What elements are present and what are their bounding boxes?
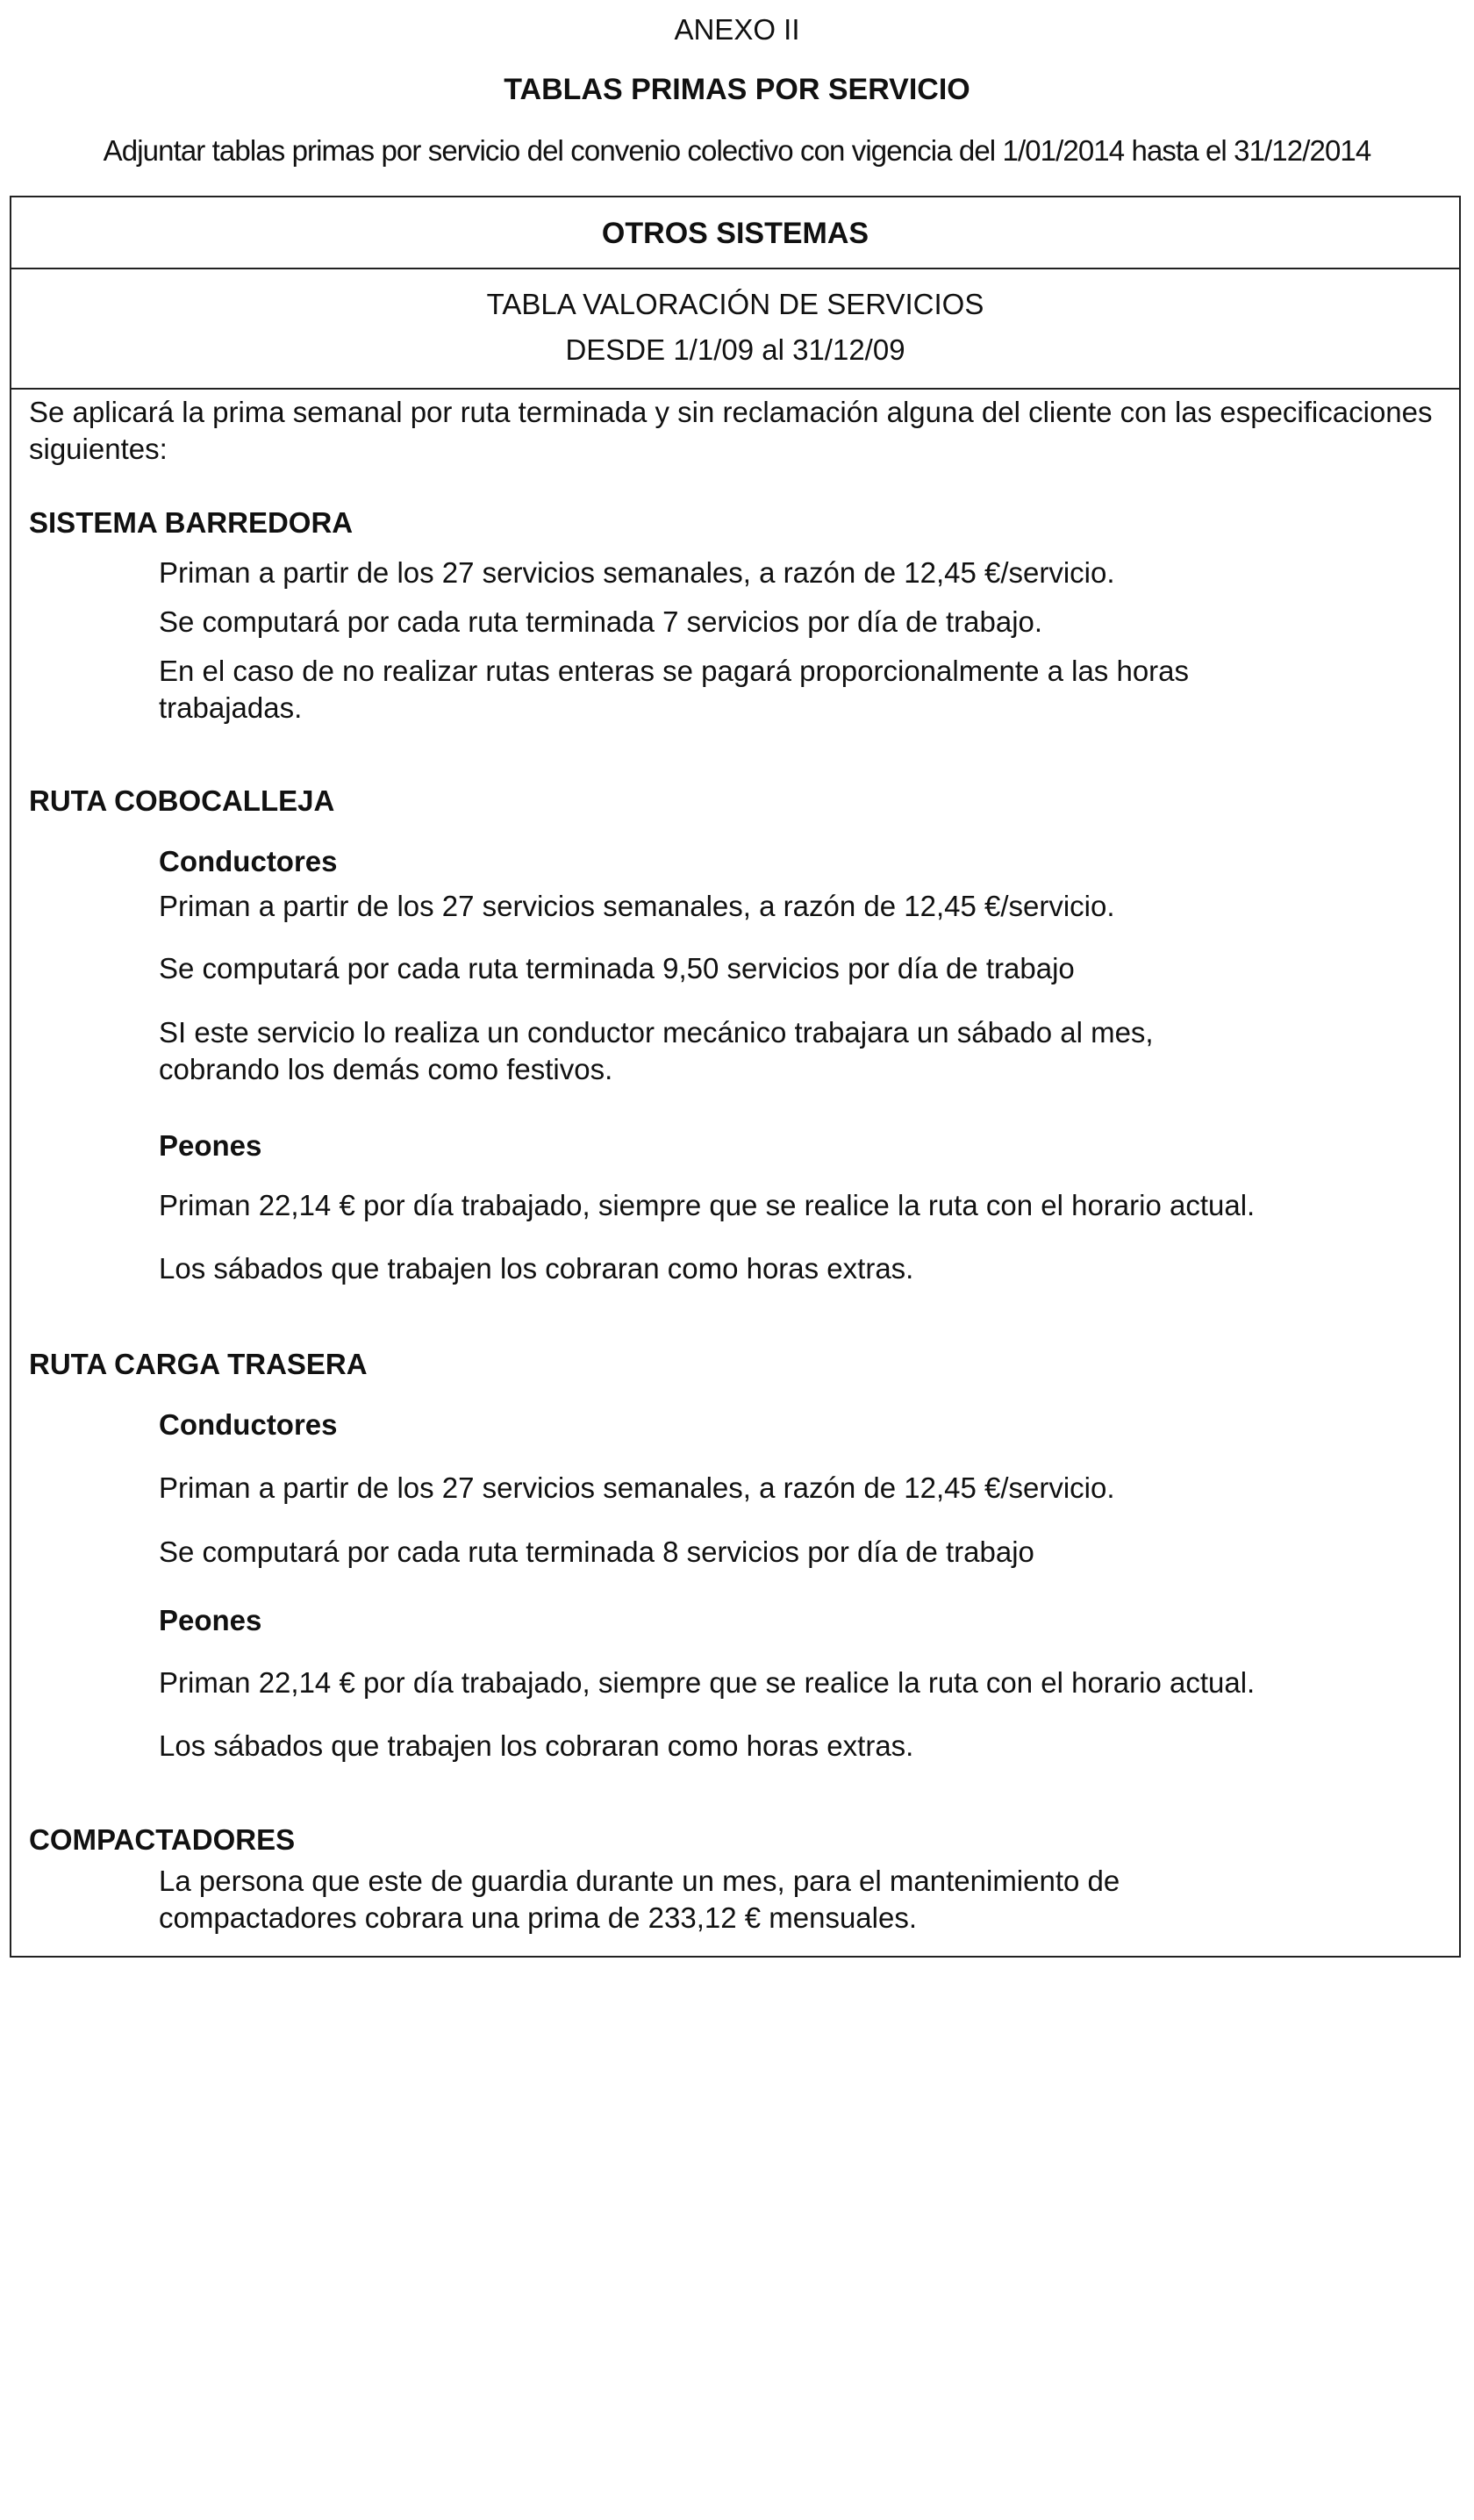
carga-trasera-peones-label: Peones <box>159 1604 262 1636</box>
table-title: TABLA VALORACIÓN DE SERVICIOS <box>486 288 984 320</box>
document-title: TABLAS PRIMAS POR SERVICIO <box>504 73 970 106</box>
carga-trasera-conductores-line-2: Se computará por cada ruta terminada 8 servicios por día de trabajo <box>159 1536 1034 1568</box>
carga-trasera-conductores-line-1: Priman a partir de los 27 servicios semanales, a razón de 12,45 €/servicio. <box>159 1471 1115 1504</box>
date-range: DESDE 1/1/09 al 31/12/09 <box>565 333 905 366</box>
cobocalleja-peones-line-2: Los sábados que trabajen los cobraran como horas extras. <box>159 1252 914 1285</box>
compactadores-line-1: La persona que este de guardia durante un mes, para el mantenimiento de compactadores cobrara una prima de 233,12 € mensuales. <box>159 1865 1120 1934</box>
cobocalleja-conductores-label: Conductores <box>159 845 338 877</box>
section-title: OTROS SISTEMAS <box>11 197 1459 269</box>
table-header-cell <box>11 269 1459 390</box>
carga-trasera-peones-line-2: Los sábados que trabajen los cobraran como horas extras. <box>159 1729 914 1762</box>
cobocalleja-conductores-line-3: SI este servicio lo realiza un conductor mecánico trabajara un sábado al mes, cobrando los demás como festivos. <box>159 1016 1154 1085</box>
carga-trasera-title: RUTA CARGA TRASERA <box>29 1348 368 1380</box>
annex-label: ANEXO II <box>674 13 800 46</box>
carga-trasera-conductores-label: Conductores <box>159 1408 338 1441</box>
cobocalleja-conductores-line-1: Priman a partir de los 27 servicios semanales, a razón de 12,45 €/servicio. <box>159 890 1115 922</box>
cobocalleja-peones-line-1: Priman 22,14 € por día trabajado, siempre que se realice la ruta con el horario actual. <box>159 1189 1256 1221</box>
barredora-line-3: En el caso de no realizar rutas enteras se pagará proporcionalmente a las horas trabajadas. <box>159 655 1190 724</box>
barredora-title: SISTEMA BARREDORA <box>29 506 354 539</box>
premium-table <box>10 196 1461 1958</box>
barredora-line-1: Priman a partir de los 27 servicios semanales, a razón de 12,45 €/servicio. <box>159 556 1115 589</box>
document-subtitle: Adjuntar tablas primas por servicio del convenio colectivo con vigencia del 1/01/2014 hasta el 31/12/2014 <box>103 134 1371 167</box>
cobocalleja-peones-label: Peones <box>159 1129 262 1162</box>
barredora-line-2: Se computará por cada ruta terminada 7 servicios por día de trabajo. <box>159 605 1043 638</box>
compactadores-title: COMPACTADORES <box>29 1823 296 1856</box>
carga-trasera-peones-line-1: Priman 22,14 € por día trabajado, siempre que se realice la ruta con el horario actual. <box>159 1666 1256 1699</box>
cobocalleja-title: RUTA COBOCALLEJA <box>29 784 335 817</box>
intro-paragraph: Se aplicará la prima semanal por ruta terminada y sin reclamación alguna del cliente con las especificaciones siguientes: <box>29 396 1433 465</box>
cobocalleja-conductores-line-2: Se computará por cada ruta terminada 9,50 servicios por día de trabajo <box>159 952 1075 984</box>
